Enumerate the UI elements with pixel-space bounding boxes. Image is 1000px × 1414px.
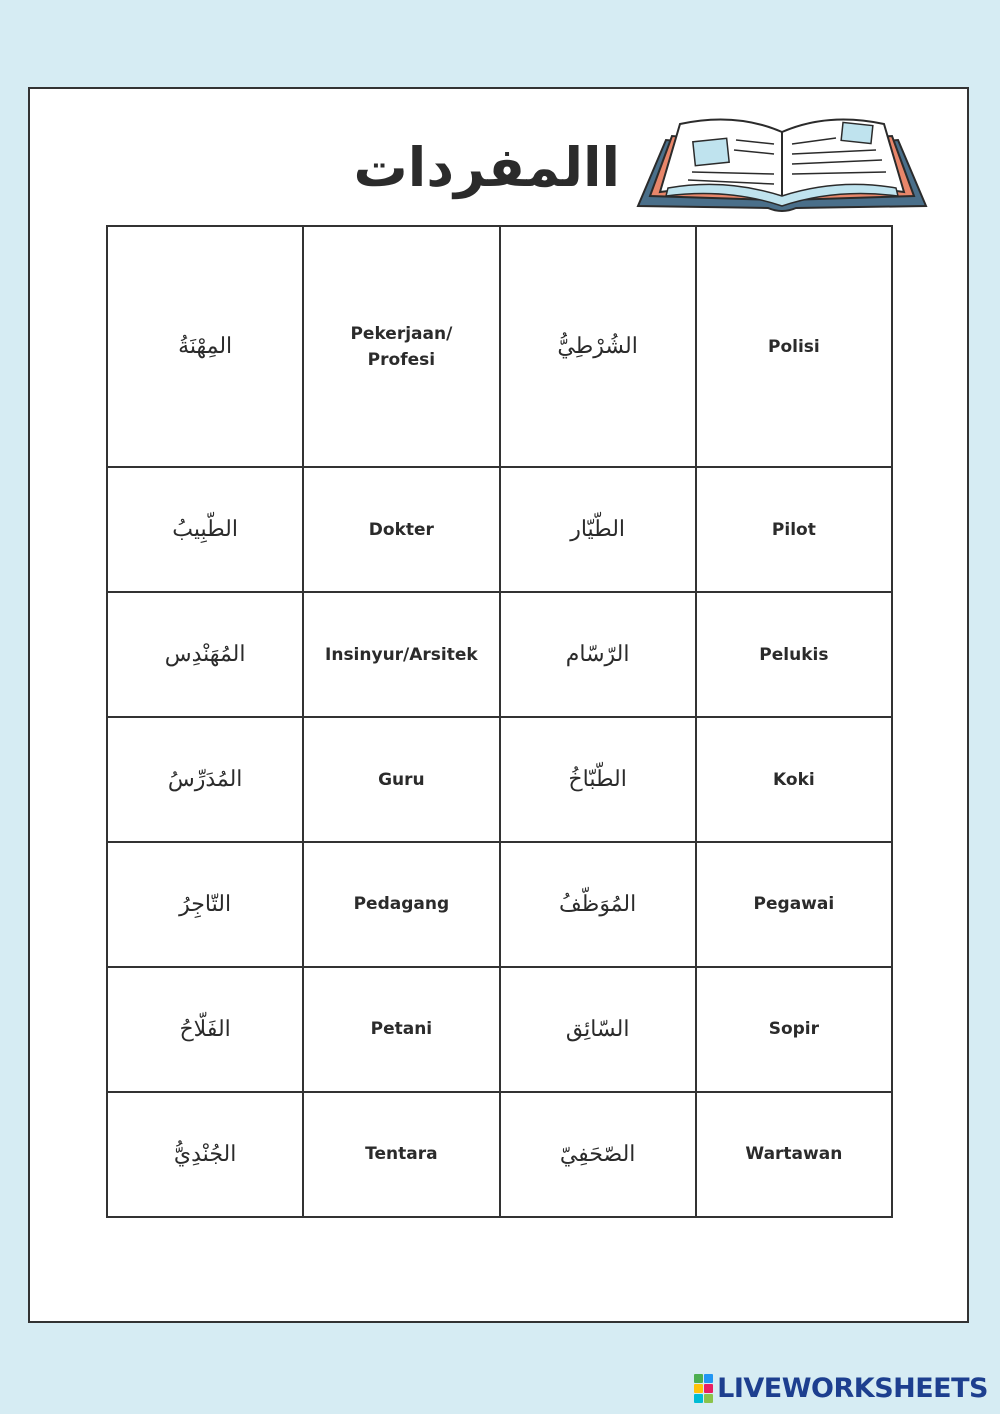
arabic-word-cell: المُوَظّفُ — [500, 842, 696, 967]
arabic-word-cell: الفَلّاحُ — [107, 967, 303, 1092]
arabic-word-cell: الطّبّاخُ — [500, 717, 696, 842]
vocabulary-table — [106, 225, 893, 1218]
table-row — [107, 1092, 892, 1217]
open-book-icon — [636, 110, 928, 214]
indonesian-word-cell: Pekerjaan/ Profesi — [303, 226, 499, 467]
indonesian-word-cell: Guru — [303, 717, 499, 842]
arabic-word-cell: الصّحَفِيّ — [500, 1092, 696, 1217]
indonesian-word-cell: Polisi — [696, 226, 892, 467]
arabic-word-cell: الرّسّام — [500, 592, 696, 717]
arabic-word-cell: الطّبِيبُ — [107, 467, 303, 592]
footer-brand-text: LIVEWORKSHEETS — [717, 1372, 988, 1404]
arabic-word-cell: المُدَرِّسُ — [107, 717, 303, 842]
table-row — [107, 592, 892, 717]
indonesian-word-cell: Koki — [696, 717, 892, 842]
indonesian-word-cell: Sopir — [696, 967, 892, 1092]
indonesian-word-cell: Tentara — [303, 1092, 499, 1217]
arabic-word-cell: المِهْنَةُ — [107, 226, 303, 467]
indonesian-word-cell: Pilot — [696, 467, 892, 592]
table-row — [107, 226, 892, 467]
arabic-word-cell: التّاجِرُ — [107, 842, 303, 967]
indonesian-word-cell: Insinyur/Arsitek — [303, 592, 499, 717]
table-row — [107, 467, 892, 592]
arabic-word-cell: الشُرْطِيُّ — [500, 226, 696, 467]
arabic-word-cell: الطّيّار — [500, 467, 696, 592]
indonesian-word-cell: Dokter — [303, 467, 499, 592]
arabic-word-cell: السّائِق — [500, 967, 696, 1092]
indonesian-word-cell: Pegawai — [696, 842, 892, 967]
liveworksheets-logo-icon — [694, 1374, 713, 1403]
footer-brand — [694, 1372, 988, 1404]
indonesian-word-cell: Pelukis — [696, 592, 892, 717]
arabic-word-cell: الجُنْدِيُّ — [107, 1092, 303, 1217]
indonesian-word-cell: Wartawan — [696, 1092, 892, 1217]
table-row — [107, 967, 892, 1092]
arabic-word-cell: المُهَنْدِس — [107, 592, 303, 717]
page-title: االمفردات — [353, 136, 620, 199]
table-row — [107, 842, 892, 967]
table-row — [107, 717, 892, 842]
indonesian-word-cell: Pedagang — [303, 842, 499, 967]
indonesian-word-cell: Petani — [303, 967, 499, 1092]
